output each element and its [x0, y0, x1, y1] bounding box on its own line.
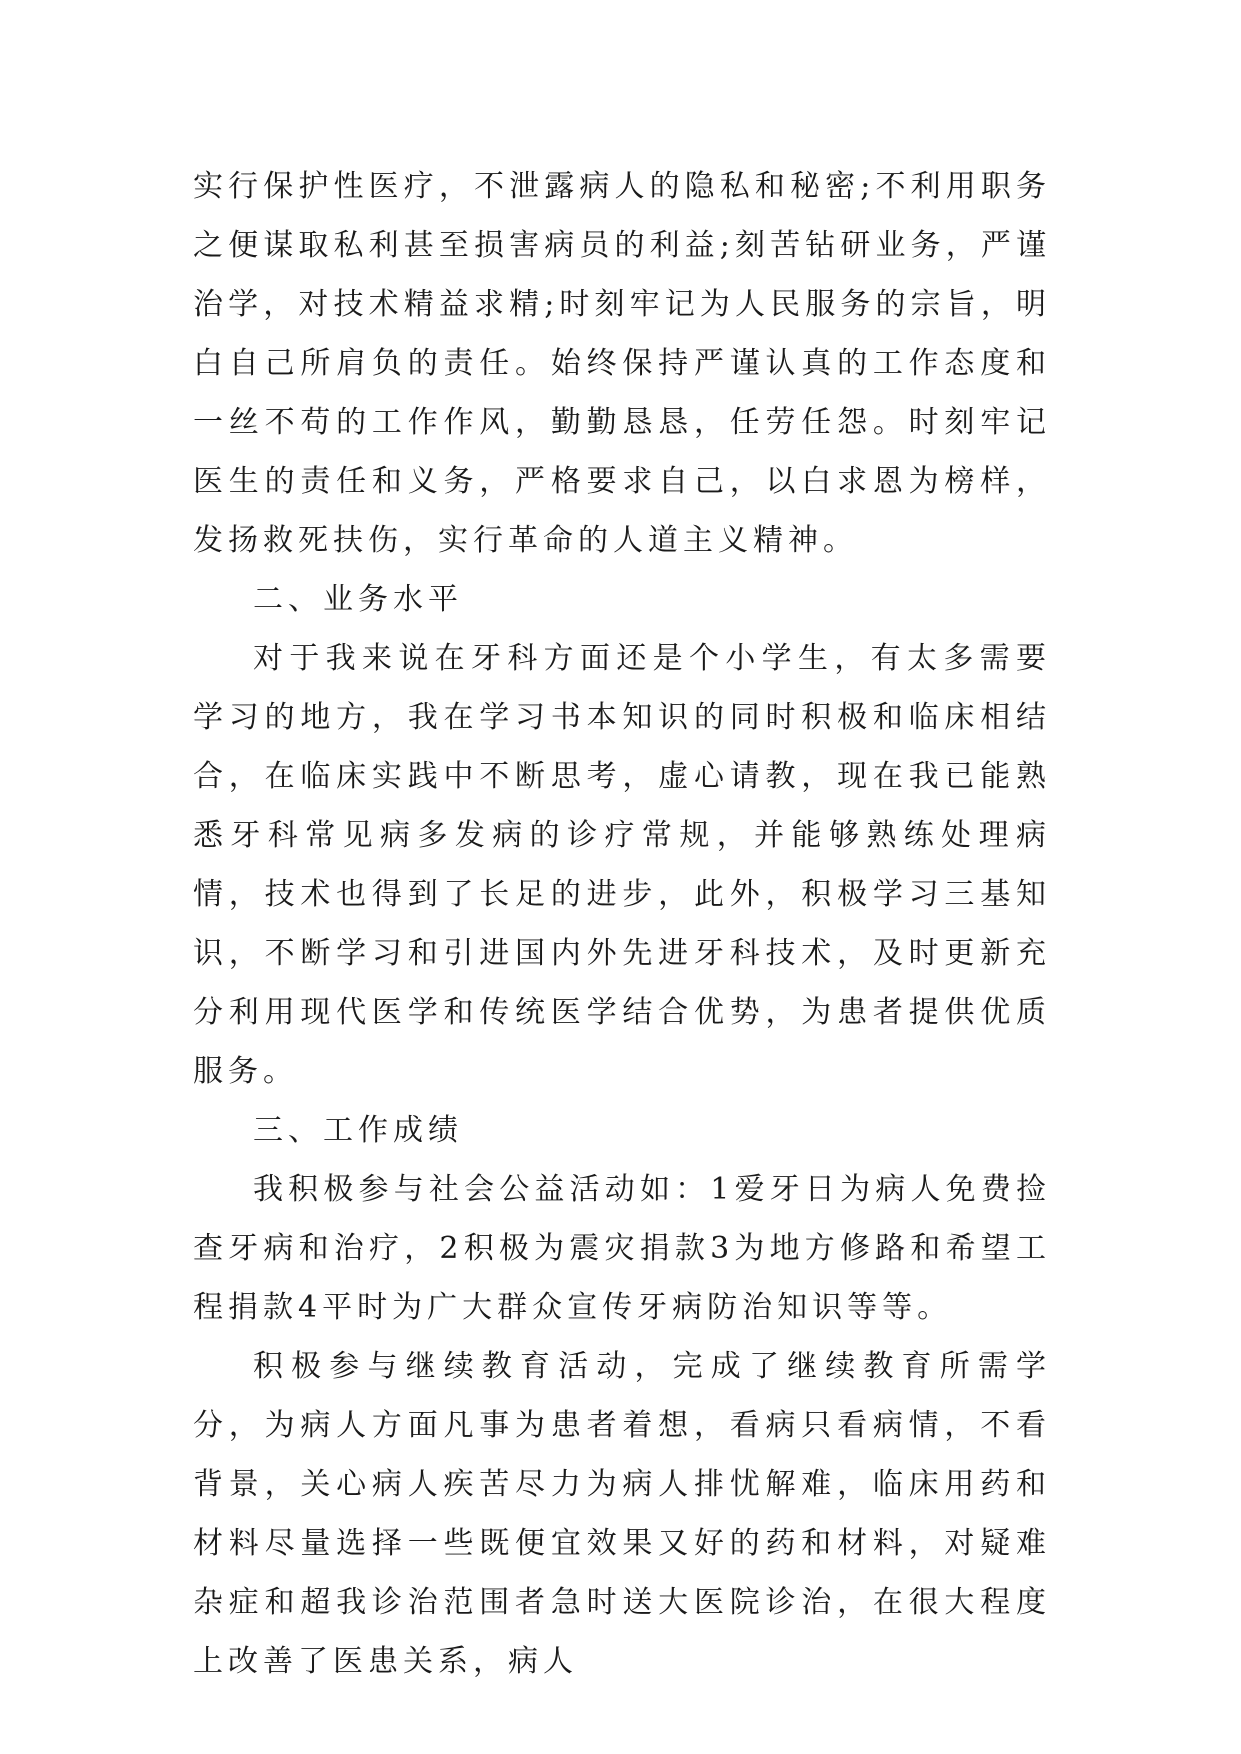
paragraph-medical-ethics: 实行保护性医疗，不泄露病人的隐私和秘密;不利用职务之便谋取私利甚至损害病员的利益;刻苦钻研业务，严谨治学，对技术精益求精;时刻牢记为人民服务的宗旨，明白自己所肩负的责任。始终保持严谨认真的工作态度和一丝不苟的工作作风，勤勤恳恳，任劳任怨。时刻牢记医生的责任和义务，严格要求自己，以白求恩为榜样，发扬救死扶伤，实行革命的人道主义精神。 [193, 169, 1051, 558]
section-heading-professional-level: 二、业务水平 [253, 582, 463, 617]
paragraph-professional-level: 对于我来说在牙科方面还是个小学生，有太多需要学习的地方，我在学习书本知识的同时积极和临床相结合，在临床实践中不断思考，虚心请教，现在我已能熟悉牙科常见病多发病的诊疗常规，并能够熟练处理病情，技术也得到了长足的进步，此外，积极学习三基知识，不断学习和引进国内外先进牙科技术，及时更新充分利用现代医学和传统医学结合优势，为患者提供优质服务。 [193, 641, 1051, 1089]
paragraph-continuing-education: 积极参与继续教育活动，完成了继续教育所需学分，为病人方面凡事为患者着想，看病只看病情，不看背景，关心病人疾苦尽力为病人排忧解难，临床用药和材料尽量选择一些既便宜效果又好的药和材料，对疑难杂症和超我诊治范围者急时送大医院诊治，在很大程度上改善了医患关系，病人 [193, 1349, 1051, 1679]
document-body [193, 157, 1051, 1691]
section-heading-work-achievements: 三、工作成绩 [253, 1113, 463, 1148]
paragraph-public-welfare: 我积极参与社会公益活动如：1爱牙日为病人免费捡查牙病和治疗，2积极为震灾捐款3为地方修路和希望工程捐款4平时为广大群众宣传牙病防治知识等等。 [193, 1172, 1051, 1325]
